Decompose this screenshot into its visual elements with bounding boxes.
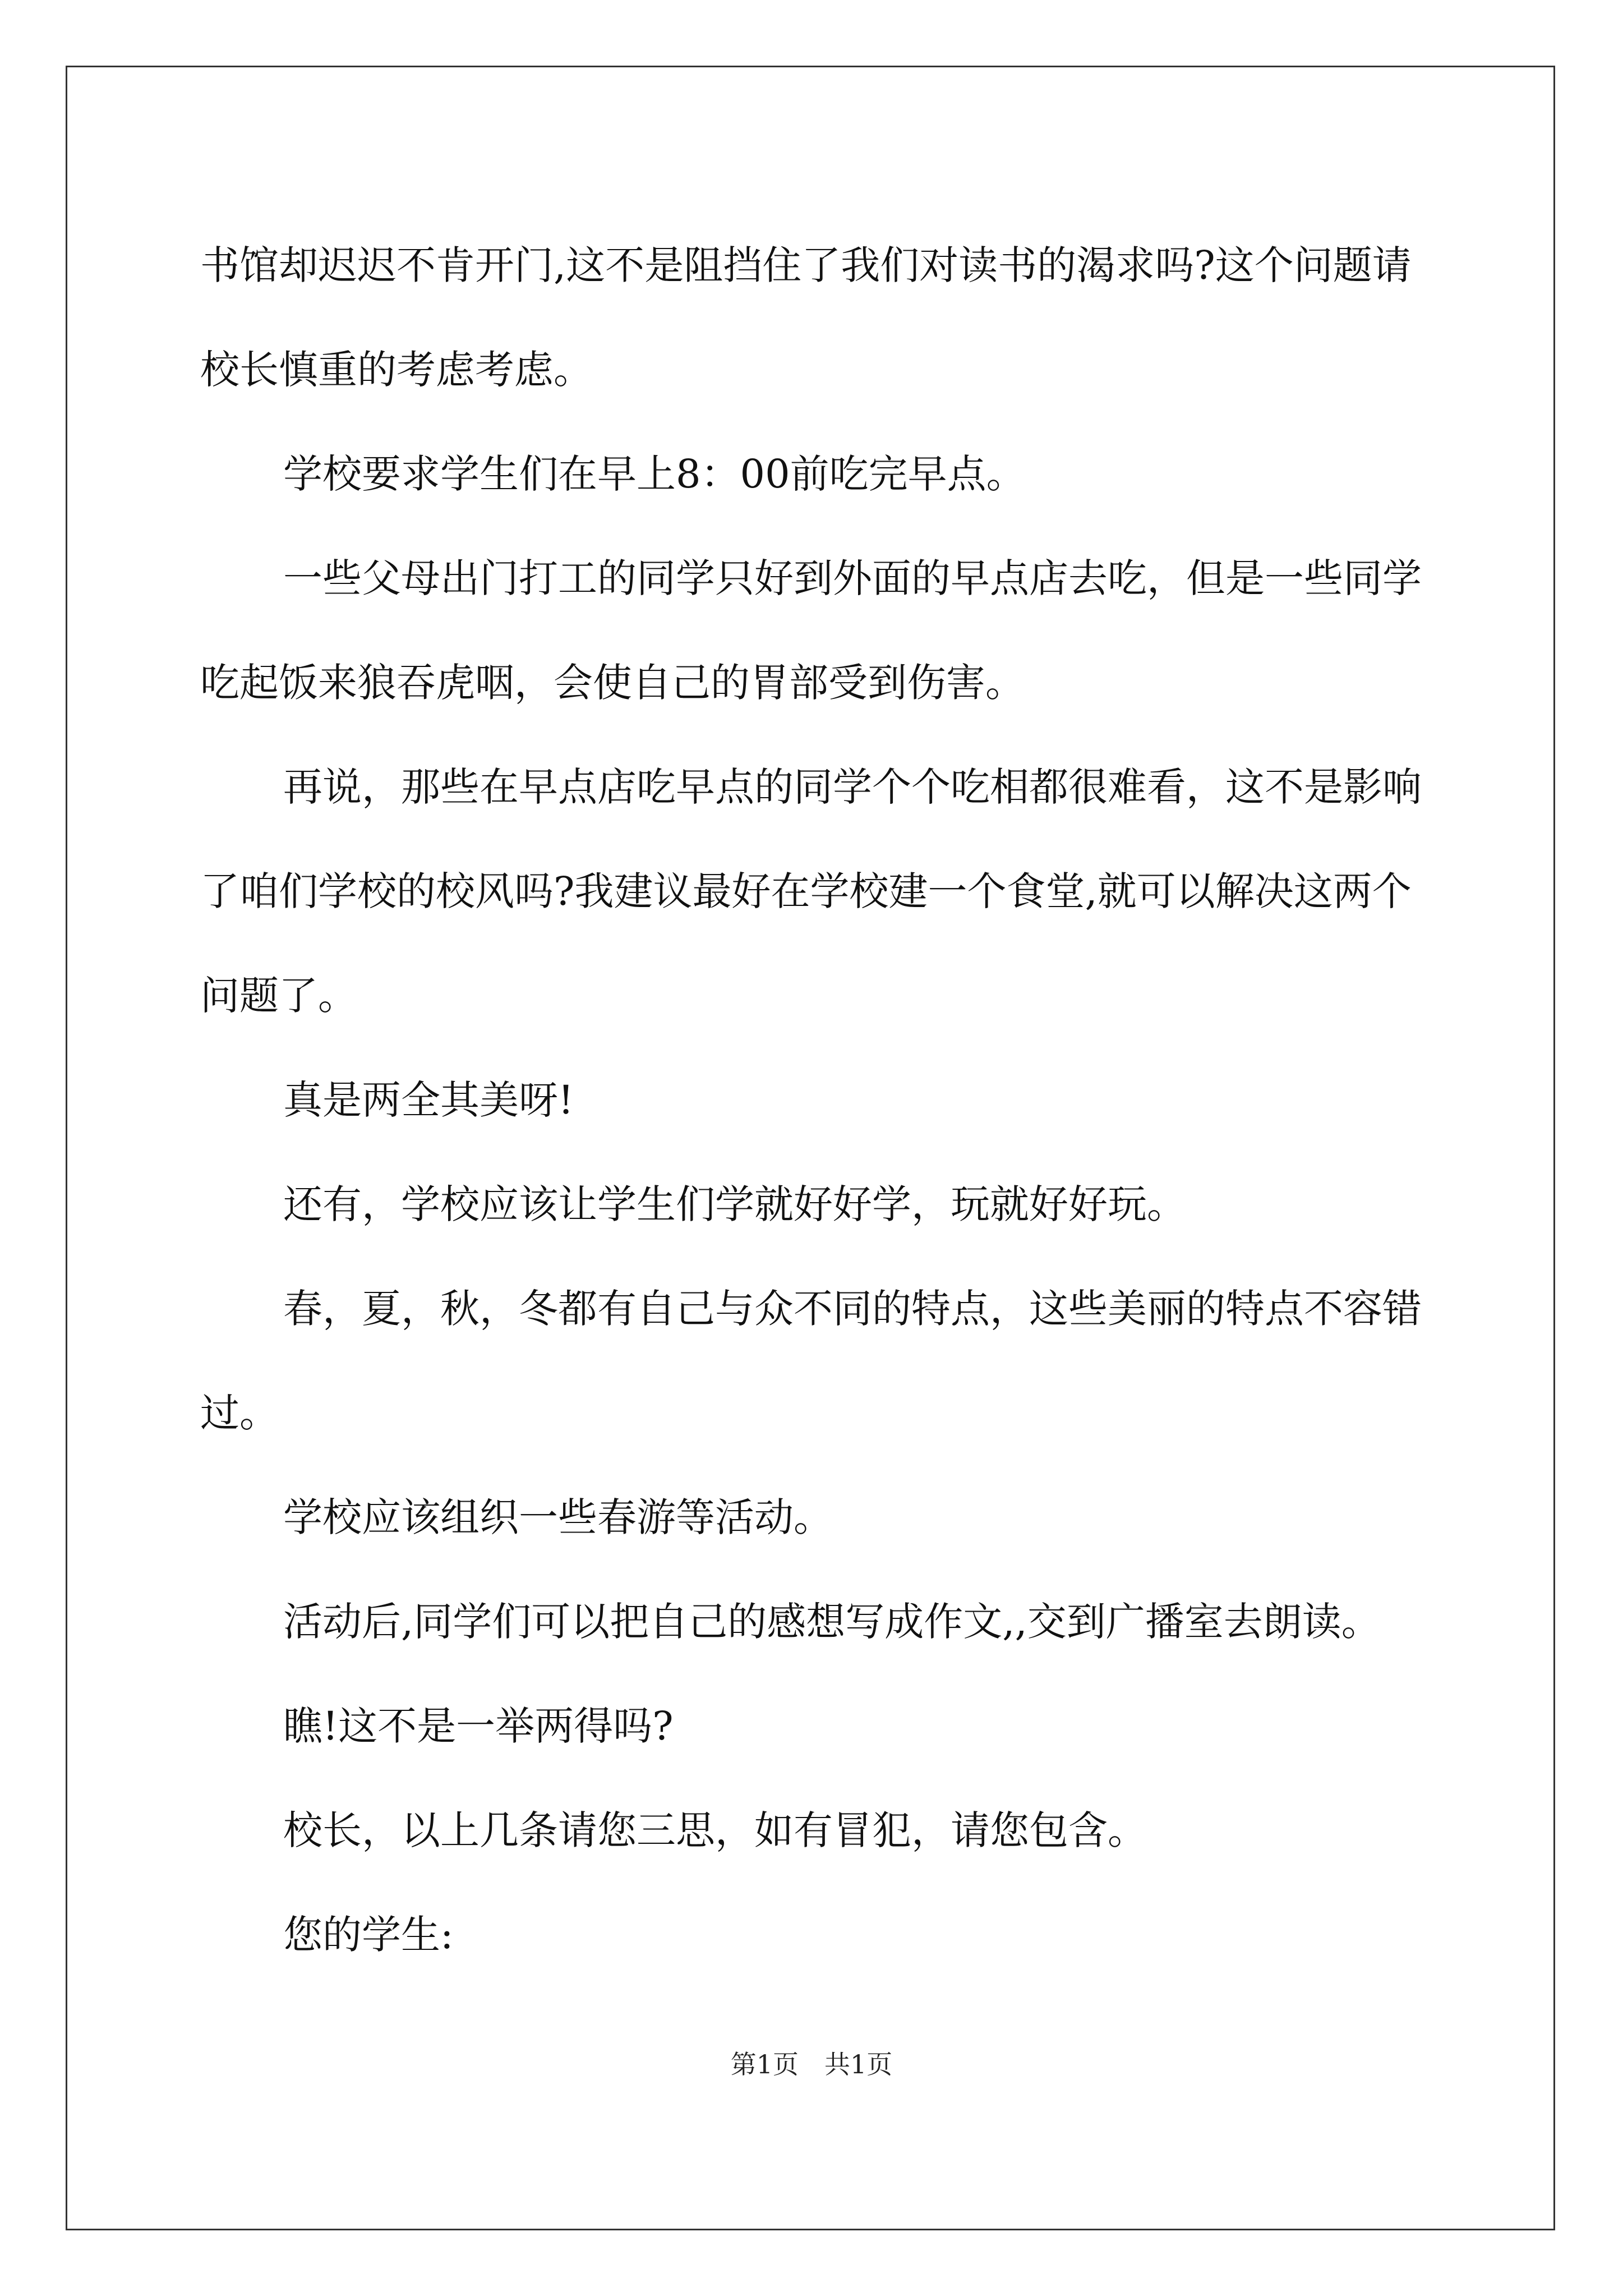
document-body	[200, 213, 1428, 1987]
paragraph: 还有，学校应该让学生们学就好好学，玩就好好玩。	[283, 1181, 1186, 1227]
paragraph: 校长，以上几条请您三思，如有冒犯，请您包含。	[283, 1807, 1147, 1853]
paragraph: 书馆却迟迟不肯开门,这不是阻挡住了我们对读书的渴求吗?这个问题请校长慎重的考虑考虑。	[200, 242, 1412, 393]
paragraph: 您的学生:	[283, 1912, 454, 1958]
paragraph: 春，夏，秋，冬都有自己与众不同的特点，这些美丽的特点不容错过。	[200, 1286, 1422, 1436]
paragraph: 一些父母出门打工的同学只好到外面的早点店去吃，但是一些同学吃起饭来狼吞虎咽，会使自己的胃部受到伤害。	[200, 555, 1422, 706]
page-number-footer: 第1页 共1页	[730, 2049, 893, 2079]
paragraph: 学校应该组织一些春游等活动。	[283, 1494, 833, 1540]
paragraph: 瞧!这不是一举两得吗?	[283, 1703, 674, 1749]
paragraph: 活动后,同学们可以把自己的感想写成作文,,交到广播室去朗读。	[283, 1599, 1381, 1645]
paragraph: 真是两全其美呀!	[283, 1077, 574, 1123]
paragraph: 再说，那些在早点店吃早点的同学个个吃相都很难看，这不是影响了咱们学校的校风吗?我建议最好在学校建一个食堂,就可以解决这两个问题了。	[200, 764, 1422, 1019]
paragraph: 学校要求学生们在早上8：00前吃完早点。	[283, 451, 1026, 497]
